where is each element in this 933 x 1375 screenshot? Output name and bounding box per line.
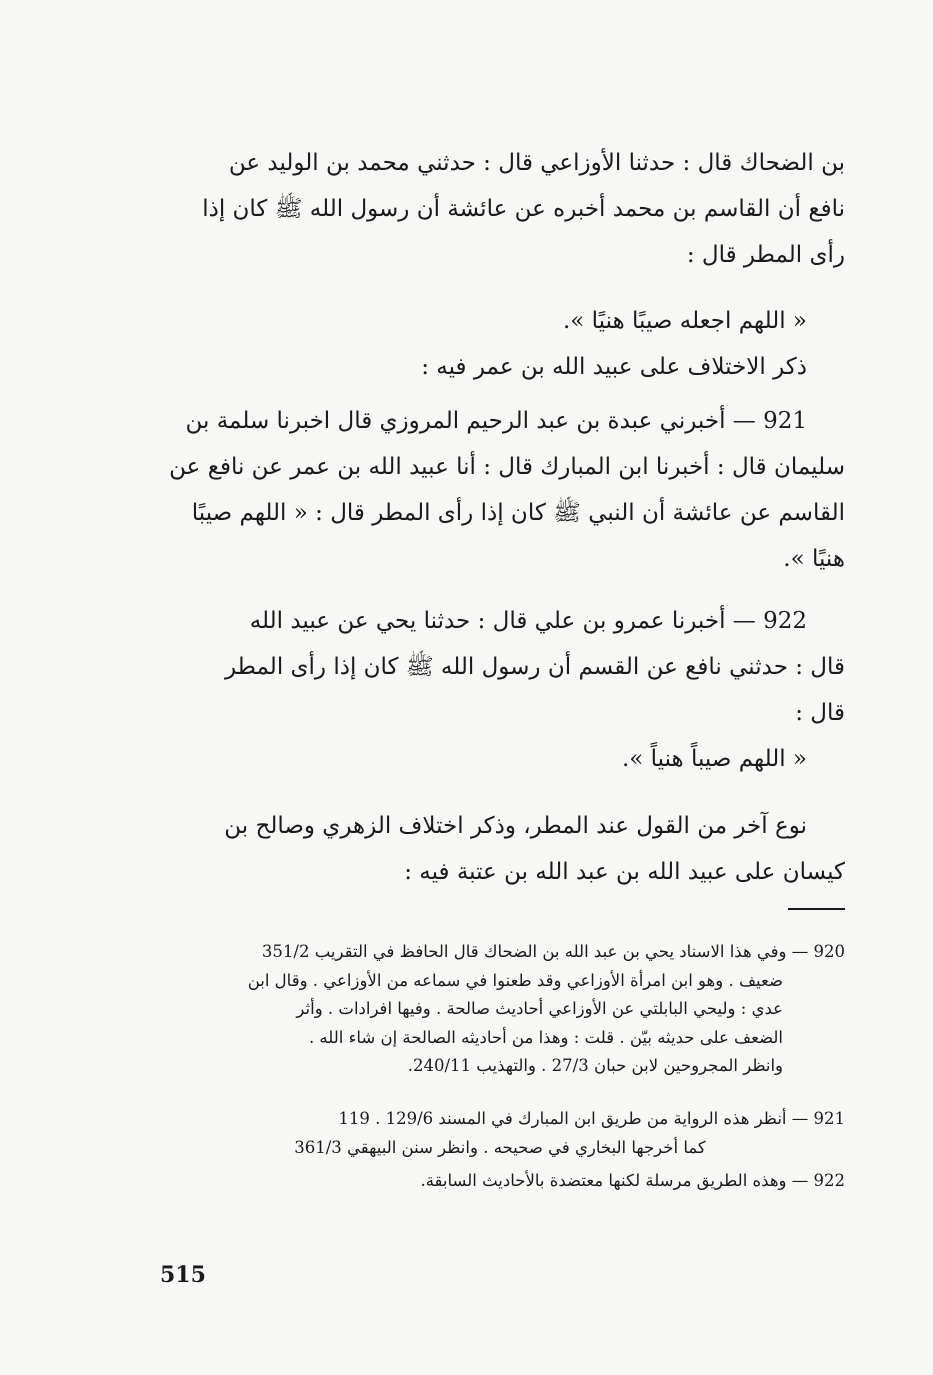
page-number: 515 [160, 1262, 206, 1288]
footnote-line: وانظر المجروحين لابن حبان 27/3 . والتهذيب 240/11. [407, 1056, 783, 1075]
text-line: نافع أن القاسم بن محمد أخبره عن عائشة أن رسول الله ﷺ كان إذا [202, 196, 845, 222]
text-line: سليمان قال : أخبرنا ابن المبارك قال : أنا عبيد الله بن عمر عن نافع عن [169, 454, 845, 480]
text-line: نوع آخر من القول عند المطر، وذكر اختلاف الزهري وصالح بن [224, 813, 807, 839]
text-line: 921 — أخبرني عبدة بن عبد الرحيم المروزي قال اخبرنا سلمة بن [185, 408, 807, 434]
text-line: قال : حدثني نافع عن القسم أن رسول الله ﷺ كان إذا رأى المطر [224, 654, 845, 680]
paragraph-hadith-920-continuation [155, 140, 845, 278]
paragraph-section-heading [155, 803, 845, 895]
text-line: هنيًا ». [783, 546, 845, 572]
text-line: القاسم عن عائشة أن النبي ﷺ كان إذا رأى المطر قال : « اللهم صيبًا [191, 500, 845, 526]
text-line-quote: « اللهم صيباً هنياً ». [621, 746, 807, 772]
footnote-921 [155, 1105, 845, 1162]
footnote-line: 922 — وهذه الطريق مرسلة لكنها معتضدة بالأحاديث السابقة. [420, 1171, 845, 1190]
footnote-separator [788, 908, 845, 910]
footnote-line: الضعف على حديثه بيّن . قلت : وهذا من أحاديثه الصالحة إن شاء الله . [308, 1027, 783, 1047]
footnote-line: ضعيف . وهو ابن امرأة الأوزاعي وقد طعنوا في سماعه من الأوزاعي . وقال ابن [247, 970, 783, 990]
paragraph-supplication [155, 298, 845, 390]
footnote-line: عدي : وليحي البابلتي عن الأوزاعي أحاديث صالحة . وفيها افرادات . وأثر [296, 999, 783, 1018]
text-line: 922 — أخبرنا عمرو بن علي قال : حدثنا يحي عن عبيد الله [249, 608, 807, 634]
text-line: بن الضحاك قال : حدثنا الأوزاعي قال : حدثني محمد بن الوليد عن [228, 150, 845, 176]
text-line: رأى المطر قال : [686, 242, 845, 268]
footnote-line: 921 — أنظر هذه الرواية من طريق ابن المبارك في المسند 129/6 . 119 [338, 1109, 845, 1128]
text-line-heading: ذكر الاختلاف على عبيد الله بن عمر فيه : [421, 354, 807, 380]
paragraph-hadith-921 [155, 398, 845, 582]
footnote-920 [155, 938, 845, 1081]
footnote-line: كما أخرجها البخاري في صحيحه . وانظر سنن البيهقي 361/3 [294, 1137, 706, 1157]
text-line-quote: « اللهم اجعله صيبًا هنيًا ». [562, 308, 807, 334]
footnote-922 [155, 1167, 845, 1196]
text-line: كيسان على عبيد الله بن عبد الله بن عتبة فيه : [404, 859, 845, 885]
footnote-line: 920 — وفي هذا الاسناد يحي بن عبد الله بن الضحاك قال الحافظ في التقريب 351/2 [261, 942, 845, 961]
paragraph-hadith-922 [155, 598, 845, 782]
text-line: قال : [795, 700, 845, 726]
